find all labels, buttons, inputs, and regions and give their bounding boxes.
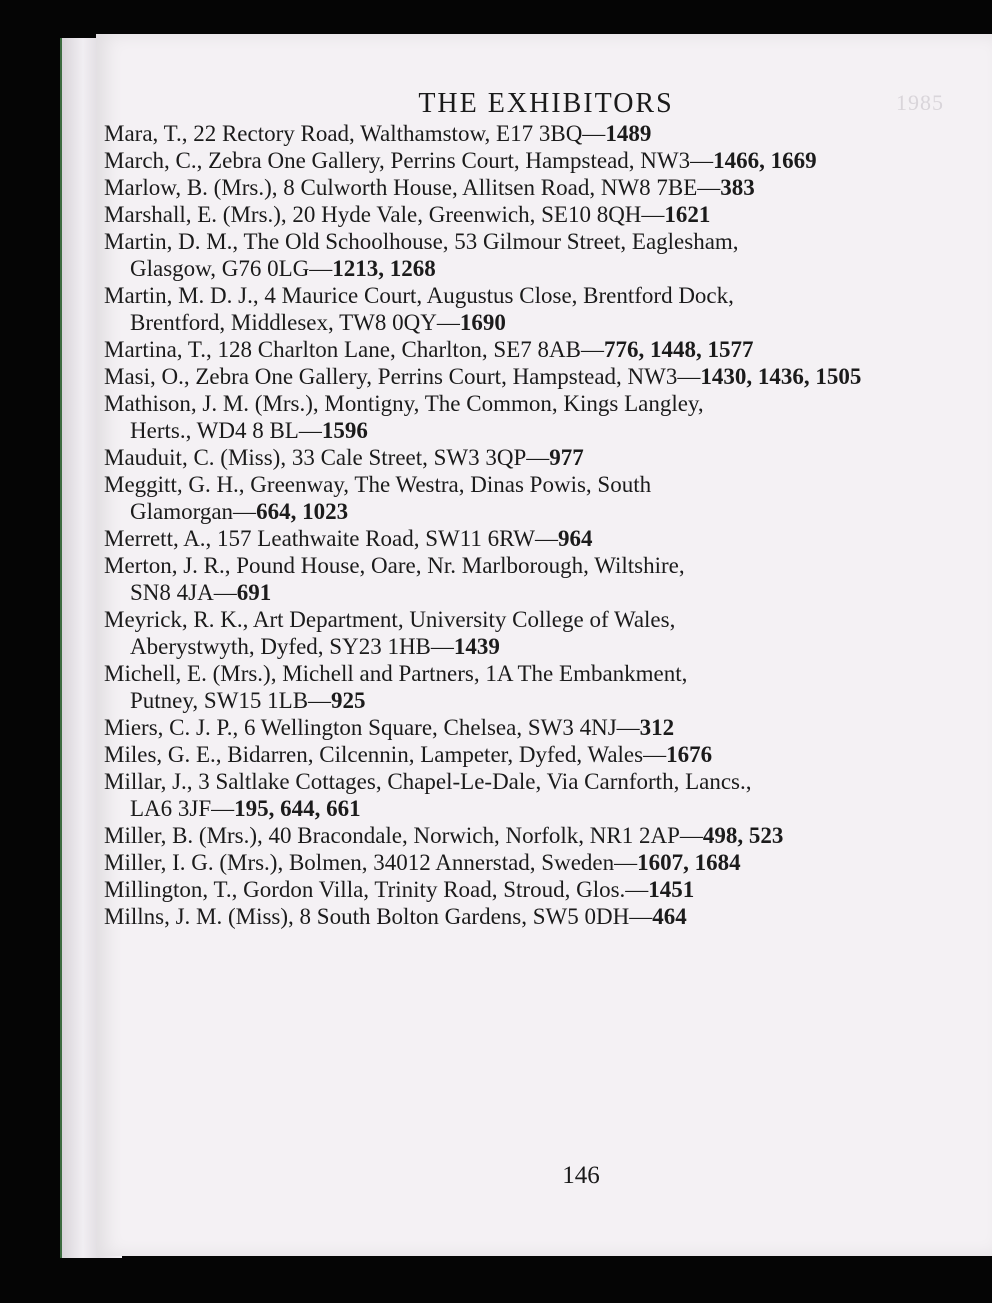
exhibitor-entry — [104, 525, 878, 552]
catalogue-numbers: 1596 — [321, 418, 368, 443]
entry-text: Mara, T., 22 Rectory Road, Walthamstow, E17 3BQ—1489 — [104, 121, 652, 146]
catalogue-numbers: 195, 644, 661 — [234, 796, 361, 821]
exhibitor-entry — [104, 471, 878, 525]
entry-text: Marshall, E. (Mrs.), 20 Hyde Vale, Greenwich, SE10 8QH—1621 — [104, 202, 711, 227]
exhibitor-entry — [104, 390, 878, 444]
exhibitor-entry — [104, 552, 878, 606]
catalogue-numbers: 1466, 1669 — [713, 148, 817, 173]
entry-text: Martin, D. M., The Old Schoolhouse, 53 Gilmour Street, Eaglesham, — [104, 229, 739, 254]
exhibitor-entry — [104, 282, 878, 336]
entry-continuation: Aberystwyth, Dyfed, SY23 1HB—1439 — [130, 634, 500, 659]
exhibitor-entry — [104, 849, 878, 876]
catalogue-numbers: 1489 — [605, 121, 652, 146]
exhibitor-entry — [104, 768, 878, 822]
catalogue-numbers: 312 — [639, 715, 675, 740]
page-title: THE EXHIBITORS — [418, 88, 674, 119]
entry-text: Millington, T., Gordon Villa, Trinity Road, Stroud, Glos.—1451 — [104, 877, 695, 902]
catalogue-numbers: 498, 523 — [702, 823, 784, 848]
exhibitor-entry — [104, 741, 878, 768]
entry-continuation: Herts., WD4 8 BL—1596 — [130, 418, 368, 443]
exhibitor-entry — [104, 363, 878, 390]
catalogue-numbers: 383 — [720, 175, 755, 200]
entry-text: Miles, G. E., Bidarren, Cilcennin, Lampeter, Dyfed, Wales—1676 — [104, 742, 713, 767]
entry-text: Martina, T., 128 Charlton Lane, Charlton, SE7 8AB—776, 1448, 1577 — [104, 337, 754, 362]
entry-continuation: SN8 4JA—691 — [130, 580, 272, 605]
entry-continuation: Brentford, Middlesex, TW8 0QY—1690 — [130, 310, 506, 335]
exhibitor-entry — [104, 714, 878, 741]
catalogue-numbers: 977 — [549, 445, 584, 470]
catalogue-numbers: 464 — [652, 904, 687, 929]
catalogue-numbers: 1213, 1268 — [332, 256, 436, 281]
entry-continuation: LA6 3JF—195, 644, 661 — [130, 796, 361, 821]
catalogue-numbers: 664, 1023 — [256, 499, 349, 524]
catalogue-numbers: 1621 — [664, 202, 711, 227]
entry-continuation: Glamorgan—664, 1023 — [130, 499, 349, 524]
entry-text: Millns, J. M. (Miss), 8 South Bolton Gardens, SW5 0DH—464 — [104, 904, 687, 929]
entry-text: Martin, M. D. J., 4 Maurice Court, Augustus Close, Brentford Dock, — [104, 283, 734, 308]
exhibitor-entry — [104, 444, 878, 471]
catalogue-numbers: 1451 — [648, 877, 695, 902]
entry-continuation: Putney, SW15 1LB—925 — [130, 688, 366, 713]
entry-text: Meggitt, G. H., Greenway, The Westra, Dinas Powis, South — [104, 472, 652, 497]
entry-text: Miller, B. (Mrs.), 40 Bracondale, Norwich, Norfolk, NR1 2AP—498, 523 — [104, 823, 784, 848]
catalogue-numbers: 1439 — [453, 634, 500, 659]
entry-text: Mathison, J. M. (Mrs.), Montigny, The Common, Kings Langley, — [104, 391, 704, 416]
catalogue-numbers: 1690 — [459, 310, 506, 335]
entry-text: Michell, E. (Mrs.), Michell and Partners, 1A The Embankment, — [104, 661, 688, 686]
exhibitor-entry — [104, 822, 878, 849]
show-through-year: 1985 — [896, 90, 944, 115]
entry-text: Marlow, B. (Mrs.), 8 Culworth House, Allitsen Road, NW8 7BE—383 — [104, 175, 755, 200]
exhibitor-entry — [104, 201, 878, 228]
exhibitor-entry — [104, 174, 878, 201]
entry-text: Masi, O., Zebra One Gallery, Perrins Court, Hampstead, NW3—1430, 1436, 1505 — [104, 364, 862, 389]
catalogue-numbers: 1607, 1684 — [637, 850, 741, 875]
entry-text: March, C., Zebra One Gallery, Perrins Court, Hampstead, NW3—1466, 1669 — [104, 148, 817, 173]
exhibitor-entry — [104, 606, 878, 660]
entry-text: Merton, J. R., Pound House, Oare, Nr. Marlborough, Wiltshire, — [104, 553, 685, 578]
catalogue-numbers: 691 — [236, 580, 272, 605]
exhibitor-entry — [104, 147, 878, 174]
exhibitor-entry — [104, 660, 878, 714]
exhibitor-entry — [104, 876, 878, 903]
exhibitor-entry — [104, 120, 878, 147]
entry-text: Mauduit, C. (Miss), 33 Cale Street, SW3 3QP—977 — [104, 445, 584, 470]
exhibitor-entry — [104, 336, 878, 363]
entry-text: Miers, C. J. P., 6 Wellington Square, Chelsea, SW3 4NJ—312 — [104, 715, 675, 740]
catalogue-numbers: 1676 — [666, 742, 713, 767]
page-number: 146 — [562, 1162, 600, 1189]
entry-continuation: Glasgow, G76 0LG—1213, 1268 — [130, 256, 436, 281]
catalogue-numbers: 925 — [331, 688, 366, 713]
exhibitor-entry — [104, 903, 878, 930]
catalogue-numbers: 964 — [557, 526, 593, 551]
entry-text: Merrett, A., 157 Leathwaite Road, SW11 6RW—964 — [104, 526, 593, 551]
entry-text: Millar, J., 3 Saltlake Cottages, Chapel-Le-Dale, Via Carnforth, Lancs., — [104, 769, 752, 794]
entry-text: Meyrick, R. K., Art Department, University College of Wales, — [104, 607, 676, 632]
catalogue-numbers: 776, 1448, 1577 — [603, 337, 754, 362]
entry-text: Miller, I. G. (Mrs.), Bolmen, 34012 Annerstad, Sweden—1607, 1684 — [104, 850, 741, 875]
exhibitor-entry — [104, 228, 878, 282]
exhibitor-list — [104, 120, 878, 930]
catalogue-numbers: 1430, 1436, 1505 — [700, 364, 862, 389]
